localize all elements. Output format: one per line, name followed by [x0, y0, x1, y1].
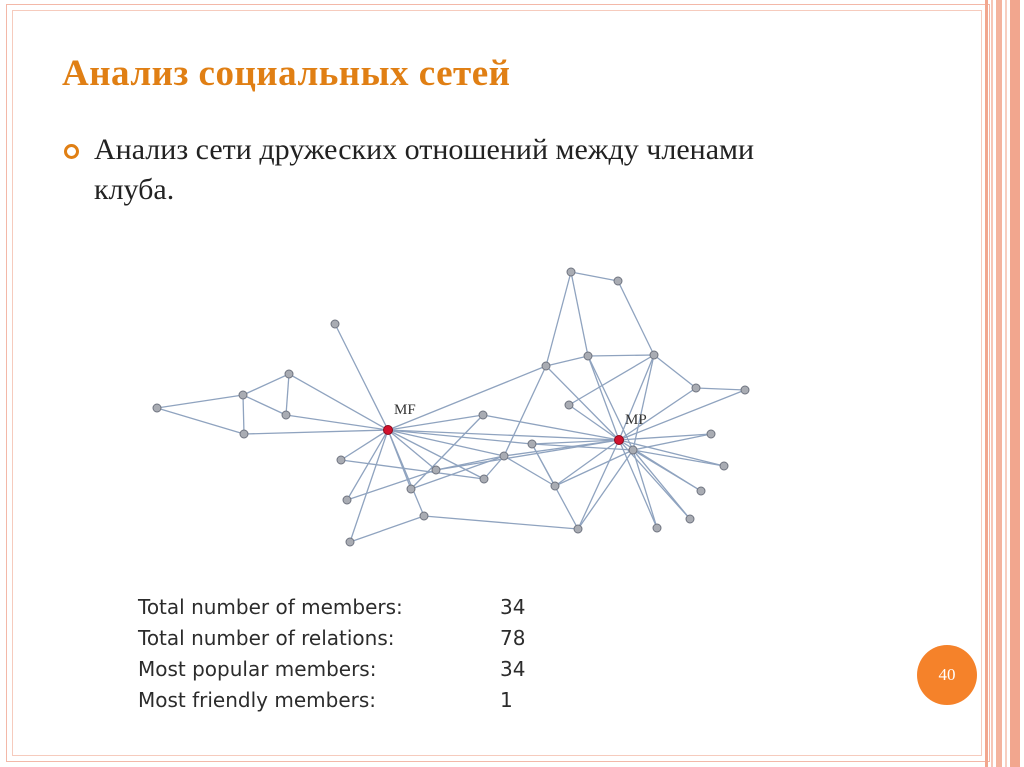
graph-edge: [388, 430, 619, 440]
graph-edge: [286, 415, 388, 430]
graph-node: [337, 456, 345, 464]
graph-node: [692, 384, 700, 392]
graph-edge: [571, 272, 618, 281]
stat-value: 1: [500, 688, 513, 712]
graph-node: [343, 496, 351, 504]
graph-edge: [633, 450, 690, 519]
hub-label-mp: MP: [625, 412, 647, 428]
graph-edges: [157, 272, 745, 542]
graph-edge: [341, 460, 484, 479]
graph-node: [567, 268, 575, 276]
graph-edge: [546, 356, 588, 366]
graph-edge: [571, 272, 588, 356]
graph-edge: [654, 355, 696, 388]
graph-node: [707, 430, 715, 438]
graph-edge: [633, 355, 654, 450]
graph-edge: [289, 374, 388, 430]
graph-node: [551, 482, 559, 490]
graph-node: [741, 386, 749, 394]
graph-node: [285, 370, 293, 378]
graph-edge: [244, 430, 388, 434]
graph-edge: [578, 440, 619, 529]
stat-value: 78: [500, 626, 526, 650]
graph-node: [239, 391, 247, 399]
graph-edge: [388, 430, 424, 516]
graph-edge: [504, 366, 546, 456]
graph-node: [528, 440, 536, 448]
graph-edge: [350, 516, 424, 542]
graph-node: [282, 411, 290, 419]
graph-node: [407, 485, 415, 493]
graph-edge: [341, 430, 388, 460]
graph-node: [720, 462, 728, 470]
graph-edge: [335, 324, 388, 430]
graph-node: [697, 487, 705, 495]
graph-edge: [555, 450, 633, 486]
page-number-badge: 40: [917, 645, 977, 705]
graph-edge: [243, 395, 244, 434]
graph-hub-node: [615, 436, 624, 445]
bullet-text: Анализ сети дружеских отношений между членами клуба.: [94, 133, 755, 206]
graph-edge: [243, 395, 286, 415]
graph-edge: [588, 355, 654, 356]
graph-node: [331, 320, 339, 328]
graph-node: [629, 446, 637, 454]
graph-node: [346, 538, 354, 546]
graph-edge: [696, 388, 745, 390]
graph-edge: [424, 516, 578, 529]
graph-edge: [157, 408, 244, 434]
graph-edge: [388, 366, 546, 430]
graph-node: [480, 475, 488, 483]
graph-node: [542, 362, 550, 370]
graph-nodes: [153, 268, 749, 546]
graph-hub-node: [384, 426, 393, 435]
graph-edge: [569, 355, 654, 405]
stat-value: 34: [500, 657, 526, 681]
hub-label-mf: MF: [394, 402, 416, 418]
slide-title: Анализ социальных сетей: [62, 53, 511, 94]
graph-edge: [286, 374, 289, 415]
graph-edge: [588, 356, 619, 440]
graph-node: [479, 411, 487, 419]
graph-edge: [243, 374, 289, 395]
graph-edge: [436, 440, 619, 470]
stat-label: Most popular members:: [138, 657, 377, 681]
graph-node: [240, 430, 248, 438]
graph-edge: [578, 450, 633, 529]
graph-node: [565, 401, 573, 409]
graph-edge: [546, 272, 571, 366]
stat-label: Total number of members:: [138, 595, 403, 619]
graph-edge: [157, 395, 243, 408]
graph-node: [432, 466, 440, 474]
graph-node: [686, 515, 694, 523]
graph-node: [420, 512, 428, 520]
graph-node: [500, 452, 508, 460]
graph-node: [153, 404, 161, 412]
stat-label: Total number of relations:: [138, 626, 395, 650]
graph-node: [653, 524, 661, 532]
graph-node: [614, 277, 622, 285]
graph-node: [574, 525, 582, 533]
graph-node: [650, 351, 658, 359]
stat-label: Most friendly members:: [138, 688, 377, 712]
stat-value: 34: [500, 595, 526, 619]
graph-node: [584, 352, 592, 360]
graph-edge: [618, 281, 654, 355]
